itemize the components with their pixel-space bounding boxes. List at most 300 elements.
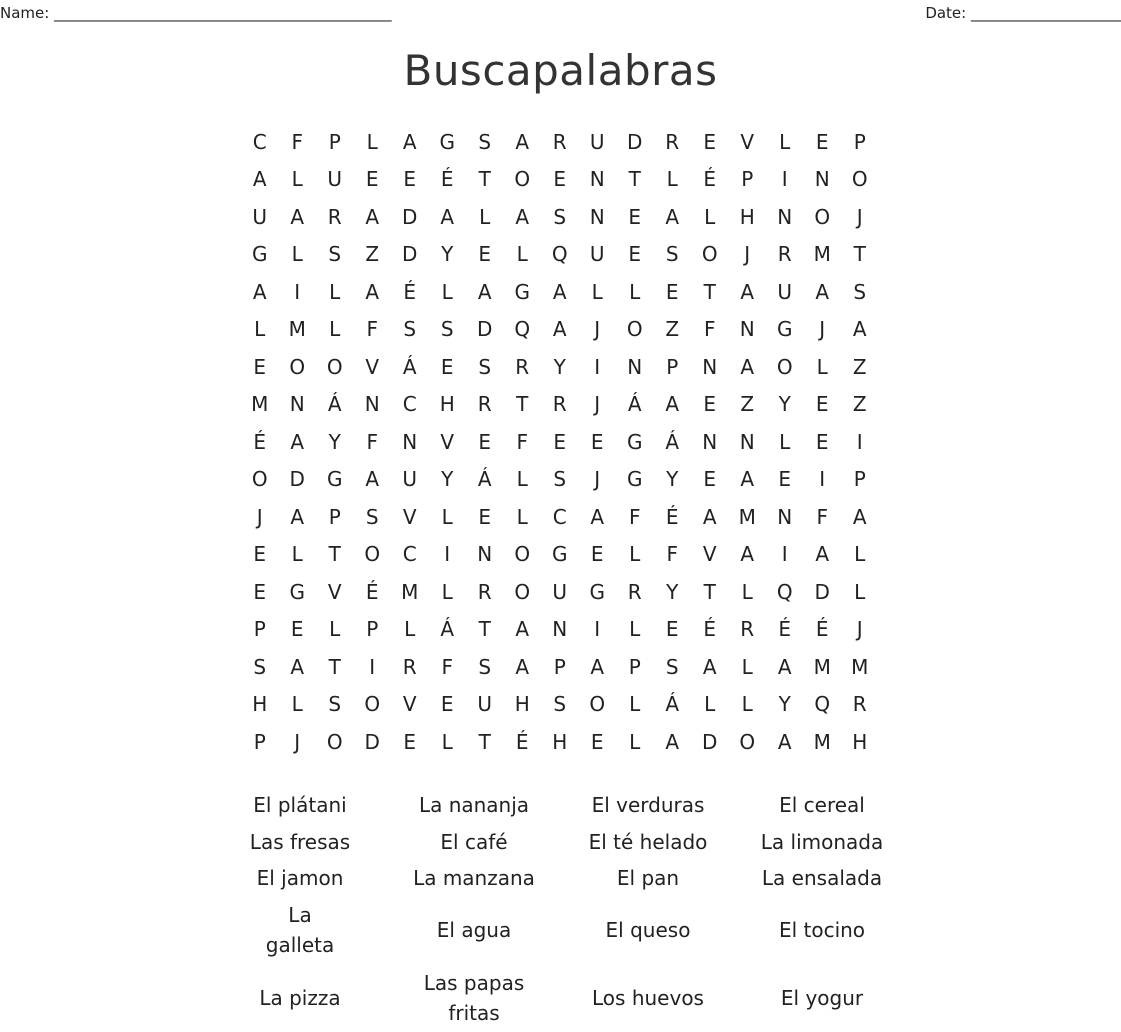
- word-list-row: [213, 824, 909, 860]
- grid-letter: O: [289, 354, 306, 379]
- grid-letter: I: [594, 354, 601, 379]
- word-text: La nananja: [418, 793, 530, 817]
- grid-letter: G: [289, 579, 305, 604]
- grid-letter: E: [815, 129, 829, 154]
- grid-letter: O: [814, 204, 831, 229]
- grid-letter: T: [328, 654, 341, 679]
- grid-letter: L: [441, 279, 453, 304]
- word-text: Los huevos: [592, 986, 704, 1010]
- grid-row: [241, 573, 879, 611]
- grid-letter: L: [666, 167, 678, 192]
- grid-letter: J: [594, 392, 601, 417]
- word-text: La manzana: [413, 866, 535, 890]
- grid-letter: D: [814, 579, 830, 604]
- grid-letter: O: [364, 542, 381, 567]
- grid-letter: P: [253, 617, 266, 642]
- grid-letter: Q: [776, 579, 793, 604]
- grid-letter: S: [253, 654, 267, 679]
- grid-letter: A: [740, 467, 755, 492]
- grid-letter: E: [553, 429, 567, 454]
- word-list-row: [213, 860, 909, 896]
- word-text: El agua: [436, 918, 512, 942]
- grid-row: [241, 611, 879, 649]
- grid-letter: L: [291, 692, 303, 717]
- grid-letter: J: [256, 504, 263, 529]
- grid-letter: E: [440, 692, 454, 717]
- grid-row: [241, 198, 879, 236]
- grid-letter: P: [328, 129, 341, 154]
- grid-letter: M: [813, 242, 831, 267]
- word-list-row: [213, 964, 909, 1032]
- grid-letter: S: [403, 317, 417, 342]
- grid-letter: Y: [778, 392, 791, 417]
- grid-letter: L: [629, 279, 641, 304]
- grid-letter: F: [516, 429, 528, 454]
- grid-letter: D: [477, 317, 493, 342]
- grid-letter: E: [628, 204, 642, 229]
- grid-letter: L: [254, 317, 266, 342]
- grid-letter: M: [813, 654, 831, 679]
- grid-letter: A: [702, 654, 717, 679]
- grid-letter: N: [552, 617, 568, 642]
- grid-letter: P: [328, 504, 341, 529]
- grid-letter: D: [289, 467, 305, 492]
- grid-letter: P: [666, 354, 679, 379]
- grid-letter: N: [739, 317, 755, 342]
- grid-letter: Y: [441, 467, 454, 492]
- grid-letter: G: [777, 317, 793, 342]
- grid-letter: A: [552, 279, 567, 304]
- grid-letter: N: [589, 167, 605, 192]
- grid-letter: F: [703, 317, 716, 342]
- grid-letter: N: [702, 429, 718, 454]
- grid-letter: G: [252, 242, 268, 267]
- grid-letter: R: [552, 392, 567, 417]
- grid-letter: O: [776, 354, 793, 379]
- grid-letter: G: [327, 467, 343, 492]
- grid-letter: Á: [665, 692, 680, 717]
- grid-letter: I: [819, 467, 826, 492]
- grid-letter: A: [252, 279, 267, 304]
- grid-letter: E: [478, 504, 492, 529]
- grid-letter: L: [366, 129, 378, 154]
- grid-letter: N: [702, 354, 718, 379]
- grid-letter: F: [291, 129, 303, 154]
- grid-letter: Y: [666, 579, 679, 604]
- grid-letter: E: [778, 467, 792, 492]
- grid-letter: U: [589, 242, 605, 267]
- grid-letter: A: [665, 392, 680, 417]
- grid-letter: R: [740, 617, 755, 642]
- grid-letter: O: [514, 579, 531, 604]
- grid-letter: I: [781, 167, 788, 192]
- grid-letter: Q: [814, 692, 831, 717]
- grid-letter: P: [628, 654, 641, 679]
- grid-letter: I: [444, 542, 451, 567]
- grid-letter: E: [703, 129, 717, 154]
- grid-letter: E: [478, 242, 492, 267]
- grid-letter: G: [552, 542, 568, 567]
- grid-letter: Á: [327, 392, 342, 417]
- grid-letter: É: [665, 504, 679, 529]
- grid-letter: G: [439, 129, 455, 154]
- grid-letter: M: [401, 579, 419, 604]
- grid-letter: É: [365, 579, 379, 604]
- grid-letter: F: [366, 429, 378, 454]
- grid-letter: O: [589, 692, 606, 717]
- grid-letter: H: [852, 729, 868, 754]
- grid-letter: A: [290, 504, 305, 529]
- word-list-item: [561, 786, 735, 824]
- word-text: El té helado: [588, 830, 708, 854]
- grid-letter: L: [741, 579, 753, 604]
- grid-letter: A: [740, 279, 755, 304]
- grid-letter: L: [479, 204, 491, 229]
- grid-row: [241, 498, 879, 536]
- grid-letter: Y: [328, 429, 341, 454]
- grid-letter: A: [852, 317, 867, 342]
- grid-letter: E: [290, 617, 304, 642]
- grid-letter: M: [288, 317, 306, 342]
- grid-letter: G: [589, 579, 605, 604]
- grid-letter: G: [514, 279, 530, 304]
- grid-letter: C: [402, 542, 417, 567]
- grid-letter: N: [289, 392, 305, 417]
- grid-row: [241, 123, 879, 161]
- grid-letter: A: [440, 204, 455, 229]
- grid-letter: Á: [440, 617, 455, 642]
- grid-letter: Y: [441, 242, 454, 267]
- grid-row: [241, 686, 879, 724]
- grid-letter: N: [814, 167, 830, 192]
- grid-letter: A: [515, 129, 530, 154]
- grid-letter: A: [552, 317, 567, 342]
- grid-letter: E: [440, 354, 454, 379]
- grid-letter: D: [364, 729, 380, 754]
- grid-letter: L: [816, 354, 828, 379]
- grid-letter: T: [703, 279, 716, 304]
- grid-letter: J: [819, 317, 826, 342]
- grid-letter: H: [439, 392, 455, 417]
- grid-letter: E: [478, 429, 492, 454]
- grid-letter: O: [326, 354, 343, 379]
- grid-letter: E: [403, 729, 417, 754]
- word-text: La limonada: [760, 830, 884, 854]
- grid-letter: A: [365, 279, 380, 304]
- grid-letter: É: [778, 617, 792, 642]
- grid-letter: S: [328, 242, 342, 267]
- grid-letter: V: [740, 129, 755, 154]
- word-text: Las fresas: [249, 830, 351, 854]
- grid-letter: H: [514, 692, 530, 717]
- word-list-item: [213, 964, 387, 1032]
- date-field-label: Date: ____________________: [925, 4, 1121, 22]
- word-list-item: [735, 824, 909, 860]
- grid-letter: O: [251, 467, 268, 492]
- grid-letter: R: [665, 129, 680, 154]
- grid-letter: P: [366, 617, 379, 642]
- grid-letter: J: [594, 317, 601, 342]
- grid-letter: S: [478, 354, 492, 379]
- grid-letter: M: [851, 654, 869, 679]
- grid-letter: R: [477, 392, 492, 417]
- grid-letter: E: [253, 542, 267, 567]
- grid-letter: É: [703, 617, 717, 642]
- grid-letter: A: [740, 354, 755, 379]
- grid-letter: J: [744, 242, 751, 267]
- grid-letter: C: [402, 392, 417, 417]
- grid-letter: A: [515, 617, 530, 642]
- word-text: El café: [440, 830, 508, 854]
- word-list: [213, 786, 909, 1032]
- grid-letter: T: [853, 242, 866, 267]
- word-text: El queso: [605, 918, 691, 942]
- word-list-item: [735, 896, 909, 964]
- grid-letter: L: [291, 542, 303, 567]
- grid-row: [241, 423, 879, 461]
- grid-letter: I: [369, 654, 376, 679]
- grid-letter: P: [253, 729, 266, 754]
- grid-letter: O: [364, 692, 381, 717]
- grid-letter: R: [515, 354, 530, 379]
- grid-letter: R: [477, 579, 492, 604]
- grid-letter: J: [294, 729, 301, 754]
- grid-letter: A: [365, 467, 380, 492]
- grid-letter: I: [781, 542, 788, 567]
- grid-letter: Á: [627, 392, 642, 417]
- grid-letter: M: [738, 504, 756, 529]
- grid-letter: É: [403, 279, 417, 304]
- grid-letter: N: [627, 354, 643, 379]
- grid-letter: Q: [514, 317, 531, 342]
- grid-letter: P: [853, 129, 866, 154]
- grid-letter: L: [516, 242, 528, 267]
- grid-letter: S: [665, 242, 679, 267]
- grid-letter: N: [364, 392, 380, 417]
- grid-letter: L: [854, 542, 866, 567]
- word-list-item: [735, 964, 909, 1032]
- grid-letter: N: [777, 504, 793, 529]
- grid-row: [241, 273, 879, 311]
- word-text: Las papas fritas: [423, 971, 525, 1025]
- grid-letter: H: [739, 204, 755, 229]
- grid-letter: E: [590, 542, 604, 567]
- grid-letter: É: [515, 729, 529, 754]
- grid-letter: O: [626, 317, 643, 342]
- grid-letter: Z: [852, 354, 867, 379]
- grid-letter: R: [552, 129, 567, 154]
- grid-letter: E: [403, 167, 417, 192]
- grid-letter: A: [665, 204, 680, 229]
- grid-letter: L: [741, 654, 753, 679]
- grid-letter: Z: [365, 242, 380, 267]
- grid-letter: V: [327, 579, 342, 604]
- grid-letter: É: [440, 167, 454, 192]
- word-list-item: [561, 964, 735, 1032]
- grid-letter: L: [741, 692, 753, 717]
- grid-letter: D: [702, 729, 718, 754]
- word-text: El jamon: [256, 866, 344, 890]
- grid-letter: F: [816, 504, 828, 529]
- word-list-item: [387, 786, 561, 824]
- grid-letter: T: [328, 542, 341, 567]
- grid-letter: É: [253, 429, 267, 454]
- grid-letter: Á: [665, 429, 680, 454]
- word-list-item: [387, 896, 561, 964]
- grid-letter: S: [553, 467, 567, 492]
- grid-letter: L: [629, 617, 641, 642]
- grid-letter: C: [552, 504, 567, 529]
- word-text: El plátani: [253, 793, 347, 817]
- grid-letter: E: [703, 467, 717, 492]
- grid-letter: A: [815, 279, 830, 304]
- grid-letter: Á: [402, 354, 417, 379]
- grid-letter: J: [856, 204, 863, 229]
- grid-letter: L: [779, 429, 791, 454]
- grid-letter: O: [701, 242, 718, 267]
- grid-letter: A: [590, 654, 605, 679]
- word-text: La galleta: [265, 903, 335, 957]
- grid-letter: L: [704, 692, 716, 717]
- grid-letter: T: [703, 579, 716, 604]
- grid-letter: E: [253, 579, 267, 604]
- grid-letter: L: [516, 467, 528, 492]
- grid-letter: L: [779, 129, 791, 154]
- grid-letter: L: [291, 167, 303, 192]
- grid-letter: Z: [852, 392, 867, 417]
- grid-letter: P: [741, 167, 754, 192]
- grid-letter: U: [327, 167, 343, 192]
- grid-row: [241, 161, 879, 199]
- grid-letter: N: [777, 204, 793, 229]
- grid-letter: I: [594, 617, 601, 642]
- grid-letter: A: [252, 167, 267, 192]
- grid-letter: E: [665, 279, 679, 304]
- word-list-item: [213, 896, 387, 964]
- grid-letter: L: [704, 204, 716, 229]
- grid-letter: L: [516, 504, 528, 529]
- grid-letter: U: [777, 279, 793, 304]
- grid-letter: S: [553, 692, 567, 717]
- grid-letter: Z: [665, 317, 680, 342]
- grid-letter: A: [515, 654, 530, 679]
- word-text: La ensalada: [761, 866, 883, 890]
- grid-row: [241, 348, 879, 386]
- grid-letter: O: [739, 729, 756, 754]
- grid-letter: L: [291, 242, 303, 267]
- grid-letter: A: [702, 504, 717, 529]
- grid-letter: D: [627, 129, 643, 154]
- grid-letter: Y: [778, 692, 791, 717]
- grid-letter: S: [328, 692, 342, 717]
- grid-letter: I: [856, 429, 863, 454]
- grid-letter: A: [402, 129, 417, 154]
- grid-letter: E: [590, 729, 604, 754]
- page-title: Buscapalabras: [403, 46, 718, 95]
- word-list-row: [213, 896, 909, 964]
- grid-letter: Y: [666, 467, 679, 492]
- grid-letter: D: [402, 242, 418, 267]
- grid-letter: E: [553, 167, 567, 192]
- grid-letter: L: [629, 542, 641, 567]
- grid-letter: U: [477, 692, 493, 717]
- grid-row: [241, 723, 879, 761]
- grid-letter: A: [665, 729, 680, 754]
- grid-letter: A: [477, 279, 492, 304]
- word-text: El verduras: [591, 793, 705, 817]
- grid-letter: V: [702, 542, 717, 567]
- grid-letter: S: [478, 129, 492, 154]
- grid-letter: S: [853, 279, 867, 304]
- grid-letter: U: [589, 129, 605, 154]
- word-text: La pizza: [259, 986, 341, 1010]
- grid-letter: Y: [553, 354, 566, 379]
- grid-letter: A: [290, 429, 305, 454]
- grid-letter: L: [629, 692, 641, 717]
- grid-letter: N: [402, 429, 418, 454]
- grid-row: [241, 236, 879, 274]
- grid-letter: E: [628, 242, 642, 267]
- grid-letter: N: [739, 429, 755, 454]
- grid-letter: L: [441, 729, 453, 754]
- grid-letter: L: [329, 617, 341, 642]
- grid-letter: S: [553, 204, 567, 229]
- grid-letter: V: [402, 504, 417, 529]
- grid-letter: Á: [477, 467, 492, 492]
- grid-letter: A: [365, 204, 380, 229]
- grid-letter: F: [628, 504, 641, 529]
- word-list-item: [561, 860, 735, 896]
- grid-letter: V: [402, 692, 417, 717]
- grid-row: [241, 311, 879, 349]
- grid-row: [241, 536, 879, 574]
- grid-letter: U: [402, 467, 418, 492]
- grid-letter: S: [365, 504, 379, 529]
- grid-letter: R: [402, 654, 417, 679]
- grid-letter: A: [852, 504, 867, 529]
- grid-letter: G: [627, 467, 643, 492]
- word-list-item: [213, 786, 387, 824]
- word-list-item: [213, 824, 387, 860]
- grid-letter: R: [777, 242, 792, 267]
- grid-letter: F: [366, 317, 378, 342]
- grid-letter: V: [365, 354, 380, 379]
- grid-letter: O: [514, 542, 531, 567]
- grid-letter: A: [590, 504, 605, 529]
- grid-letter: T: [516, 392, 529, 417]
- grid-letter: J: [594, 467, 601, 492]
- grid-letter: J: [856, 617, 863, 642]
- grid-letter: A: [777, 729, 792, 754]
- grid-letter: N: [477, 542, 493, 567]
- grid-letter: U: [252, 204, 268, 229]
- grid-letter: E: [365, 167, 379, 192]
- grid-letter: U: [552, 579, 568, 604]
- grid-letter: E: [253, 354, 267, 379]
- grid-letter: L: [629, 729, 641, 754]
- grid-letter: F: [666, 542, 678, 567]
- grid-letter: G: [627, 429, 643, 454]
- grid-letter: T: [628, 167, 641, 192]
- grid-letter: M: [251, 392, 269, 417]
- grid-row: [241, 386, 879, 424]
- grid-letter: A: [290, 654, 305, 679]
- grid-letter: Q: [551, 242, 568, 267]
- grid-letter: P: [853, 467, 866, 492]
- grid-letter: R: [627, 579, 642, 604]
- grid-letter: É: [815, 617, 829, 642]
- word-list-item: [561, 824, 735, 860]
